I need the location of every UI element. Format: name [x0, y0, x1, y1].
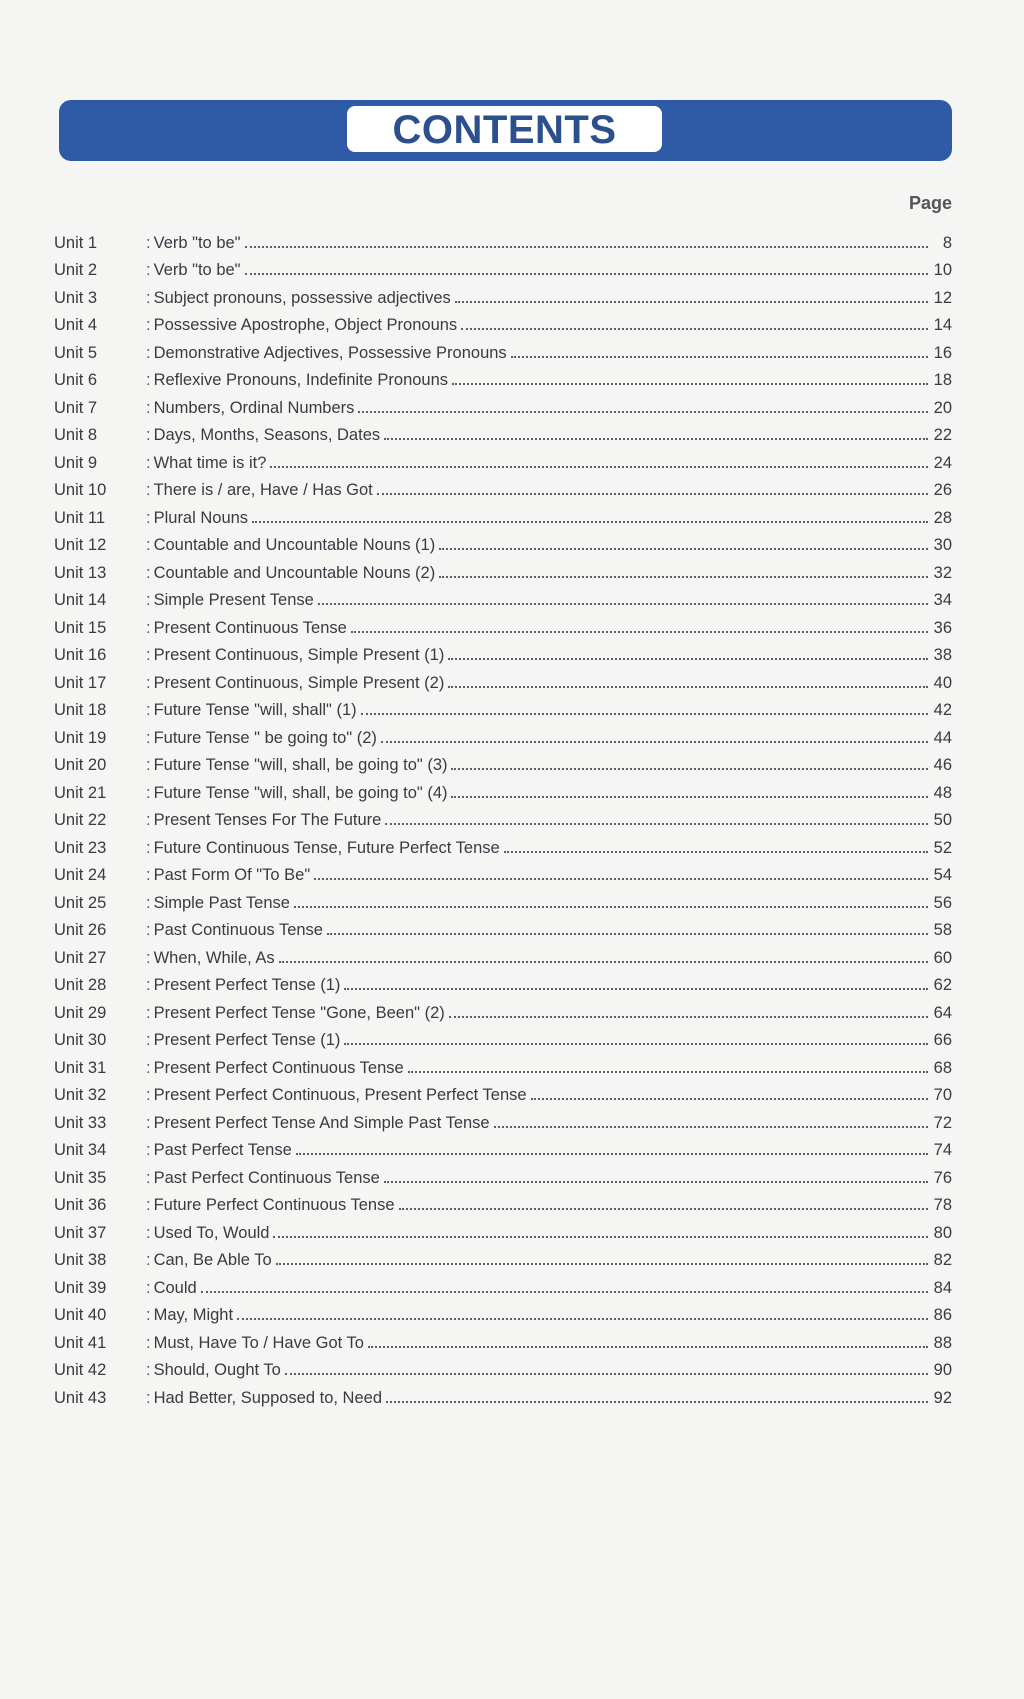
unit-title: : Present Continuous, Simple Present (2) [146, 674, 444, 693]
dot-leader [384, 1181, 928, 1183]
unit-number: Unit 16 [54, 646, 107, 664]
dot-leader [386, 1401, 928, 1403]
unit-number: Unit 21 [54, 783, 107, 802]
dot-leader [273, 1236, 928, 1238]
unit-number: Unit 33 [54, 1113, 107, 1132]
toc-entry [54, 1270, 952, 1298]
toc-entry [54, 418, 952, 446]
toc-entry [54, 1133, 952, 1161]
unit-number: Unit 34 [54, 1141, 107, 1159]
unit-number: Unit 24 [54, 866, 107, 884]
page-number: 64 [933, 1003, 952, 1022]
dot-leader [276, 1263, 928, 1265]
dot-leader [201, 1291, 928, 1293]
unit-number: Unit 40 [54, 1306, 107, 1324]
toc-entry [54, 693, 952, 721]
dot-leader [245, 246, 928, 248]
toc-entry [54, 1298, 952, 1326]
unit-title: : Future Tense "will, shall, be going to" (4) [146, 784, 447, 803]
unit-number: Unit 5 [54, 343, 98, 362]
unit-number: Unit 3 [54, 288, 98, 307]
page-number: 50 [933, 811, 952, 829]
toc-entry [54, 1353, 952, 1381]
dot-leader [385, 823, 928, 825]
unit-title: : Past Perfect Tense [146, 1141, 292, 1160]
page-number: 60 [933, 948, 952, 967]
toc-entry [54, 280, 952, 308]
toc-entry [54, 555, 952, 583]
unit-number: Unit 9 [54, 453, 98, 472]
unit-number: Unit 19 [54, 728, 107, 747]
toc-entry [54, 1023, 952, 1051]
toc-entry [54, 1050, 952, 1078]
unit-title: : Future Tense " be going to" (2) [146, 729, 377, 748]
unit-number: Unit 39 [54, 1278, 107, 1297]
toc-entry [54, 1105, 952, 1133]
dot-leader [285, 1373, 928, 1375]
page-number: 28 [933, 508, 952, 527]
unit-number: Unit 26 [54, 921, 107, 939]
toc-entry [54, 1380, 952, 1408]
toc-entry [54, 940, 952, 968]
page-number: 54 [933, 866, 952, 884]
unit-title: : Simple Past Tense [146, 894, 290, 913]
toc-entry [54, 1325, 952, 1353]
page-number: 36 [933, 618, 952, 637]
unit-number: Unit 17 [54, 673, 107, 692]
page-number: 18 [933, 371, 952, 389]
dot-leader [270, 466, 928, 468]
toc-entry [54, 253, 952, 281]
toc-entry [54, 335, 952, 363]
unit-number: Unit 27 [54, 948, 107, 967]
dot-leader [494, 1126, 928, 1128]
unit-number: Unit 11 [54, 508, 106, 527]
unit-title: : Countable and Uncountable Nouns (2) [146, 564, 435, 583]
unit-title: : Subject pronouns, possessive adjectives [146, 289, 451, 308]
page-number: 34 [933, 591, 952, 609]
unit-title: : Should, Ought To [146, 1361, 281, 1380]
page-number: 42 [933, 701, 952, 719]
unit-number: Unit 2 [54, 261, 98, 279]
dot-leader [296, 1153, 928, 1155]
page-number: 80 [933, 1223, 952, 1242]
unit-number: Unit 6 [54, 371, 98, 389]
unit-number: Unit 35 [54, 1168, 107, 1187]
unit-number: Unit 29 [54, 1003, 107, 1022]
page-number: 68 [933, 1058, 952, 1077]
unit-title: : Present Perfect Tense (1) [146, 1031, 340, 1050]
dot-leader [252, 521, 928, 523]
unit-title: : Countable and Uncountable Nouns (1) [146, 536, 435, 555]
unit-title: : Present Perfect Tense And Simple Past Tense [146, 1114, 490, 1133]
dot-leader [452, 383, 928, 385]
unit-title: : Days, Months, Seasons, Dates [146, 426, 380, 445]
page-number: 24 [933, 453, 952, 472]
unit-title: : Past Continuous Tense [146, 921, 323, 940]
dot-leader [377, 493, 928, 495]
unit-number: Unit 28 [54, 976, 107, 994]
dot-leader [408, 1071, 928, 1073]
dot-leader [381, 741, 928, 743]
dot-leader [448, 658, 928, 660]
toc-entry [54, 1215, 952, 1243]
unit-number: Unit 41 [54, 1333, 107, 1352]
toc-entry [54, 445, 952, 473]
unit-title: : Plural Nouns [146, 509, 248, 528]
dot-leader [368, 1346, 928, 1348]
dot-leader [448, 686, 928, 688]
unit-number: Unit 31 [54, 1058, 107, 1077]
toc-entry [54, 858, 952, 886]
dot-leader [461, 328, 928, 330]
unit-number: Unit 22 [54, 811, 107, 829]
page-column-header: Page [908, 193, 952, 213]
page-number: 38 [933, 646, 952, 664]
page-number: 46 [933, 756, 952, 774]
toc-entry [54, 803, 952, 831]
unit-title: : Must, Have To / Have Got To [146, 1334, 364, 1353]
toc-entry [54, 775, 952, 803]
unit-number: Unit 30 [54, 1031, 107, 1049]
unit-title: : Demonstrative Adjectives, Possessive Pronouns [146, 344, 507, 363]
page-number: 8 [942, 233, 952, 252]
toc-entry [54, 473, 952, 501]
dot-leader [455, 301, 928, 303]
unit-number: Unit 20 [54, 756, 107, 774]
page-number: 56 [933, 893, 952, 912]
unit-title: : Present Perfect Tense "Gone, Been" (2) [146, 1004, 445, 1023]
page-number: 20 [933, 398, 952, 417]
unit-title: : Present Perfect Continuous Tense [146, 1059, 404, 1078]
dot-leader [344, 1043, 928, 1045]
dot-leader [344, 988, 928, 990]
dot-leader [439, 576, 928, 578]
toc-entry [54, 638, 952, 666]
unit-number: Unit 38 [54, 1251, 107, 1269]
page-number: 30 [933, 536, 952, 554]
unit-number: Unit 15 [54, 618, 107, 637]
unit-title: : Had Better, Supposed to, Need [146, 1389, 382, 1408]
dot-leader [449, 1016, 928, 1018]
toc-entry [54, 583, 952, 611]
unit-number: Unit 32 [54, 1086, 107, 1104]
unit-number: Unit 10 [54, 481, 107, 499]
unit-title: : Used To, Would [146, 1224, 269, 1243]
unit-title: : Future Tense "will, shall, be going to" (3) [146, 756, 447, 775]
page-number: 90 [933, 1361, 952, 1379]
unit-number: Unit 1 [54, 233, 98, 252]
unit-title: : Future Perfect Continuous Tense [146, 1196, 395, 1215]
page-title: CONTENTS [347, 106, 662, 152]
unit-number: Unit 7 [54, 398, 98, 417]
page-number: 88 [933, 1333, 952, 1352]
unit-number: Unit 13 [54, 563, 107, 582]
toc-entry [54, 830, 952, 858]
page-number: 66 [933, 1031, 952, 1049]
dot-leader [451, 768, 928, 770]
dot-leader [511, 356, 928, 358]
unit-title: : Could [146, 1279, 197, 1298]
unit-title: : Present Perfect Tense (1) [146, 976, 340, 995]
toc-entry [54, 968, 952, 996]
unit-title: : Possessive Apostrophe, Object Pronouns [146, 316, 457, 335]
unit-number: Unit 23 [54, 838, 107, 857]
unit-title: : Past Form Of "To Be" [146, 866, 310, 885]
unit-title: : Can, Be Able To [146, 1251, 272, 1270]
page-number: 12 [933, 288, 952, 307]
toc-entry [54, 363, 952, 391]
toc-entry [54, 1188, 952, 1216]
page-number: 78 [933, 1196, 952, 1214]
unit-title: : Verb "to be" [146, 261, 241, 280]
page-number: 14 [933, 316, 952, 334]
unit-title: : May, Might [146, 1306, 233, 1325]
dot-leader [294, 906, 928, 908]
dot-leader [361, 713, 928, 715]
unit-title: : Simple Present Tense [146, 591, 314, 610]
dot-leader [351, 631, 928, 633]
unit-title: : Present Continuous Tense [146, 619, 347, 638]
toc-entry [54, 885, 952, 913]
page-number: 52 [933, 838, 952, 857]
dot-leader [318, 603, 928, 605]
page-number: 44 [933, 728, 952, 747]
unit-number: Unit 43 [54, 1388, 107, 1407]
unit-title: : There is / are, Have / Has Got [146, 481, 373, 500]
toc-entry [54, 390, 952, 418]
page-number: 76 [933, 1168, 952, 1187]
unit-title: : Future Continuous Tense, Future Perfect Tense [146, 839, 500, 858]
page-number: 40 [933, 673, 952, 692]
dot-leader [504, 851, 928, 853]
page-number: 10 [933, 261, 952, 279]
unit-number: Unit 36 [54, 1196, 107, 1214]
unit-title: : Numbers, Ordinal Numbers [146, 399, 354, 418]
unit-number: Unit 12 [54, 536, 107, 554]
unit-number: Unit 25 [54, 893, 107, 912]
page-number: 72 [933, 1113, 952, 1132]
dot-leader [451, 796, 928, 798]
unit-title: : Present Perfect Continuous, Present Perfect Tense [146, 1086, 527, 1105]
unit-title: : Verb "to be" [146, 234, 241, 253]
toc-entry [54, 665, 952, 693]
dot-leader [358, 411, 928, 413]
page-number: 62 [933, 976, 952, 994]
page-number: 84 [933, 1278, 952, 1297]
page-number: 92 [933, 1388, 952, 1407]
unit-number: Unit 4 [54, 316, 98, 334]
unit-title: : What time is it? [146, 454, 266, 473]
unit-number: Unit 14 [54, 591, 107, 609]
page-number: 58 [933, 921, 952, 939]
unit-title: : Future Tense "will, shall" (1) [146, 701, 357, 720]
page-number: 86 [933, 1306, 952, 1324]
page-number: 82 [933, 1251, 952, 1269]
page-number: 32 [933, 563, 952, 582]
unit-number: Unit 8 [54, 426, 98, 444]
dot-leader [531, 1098, 928, 1100]
dot-leader [399, 1208, 928, 1210]
toc-entry [54, 720, 952, 748]
toc-entry [54, 1243, 952, 1271]
dot-leader [327, 933, 928, 935]
toc-entry [54, 913, 952, 941]
unit-number: Unit 37 [54, 1223, 107, 1242]
toc-entry [54, 1160, 952, 1188]
dot-leader [384, 438, 928, 440]
unit-title: : When, While, As [146, 949, 275, 968]
toc-entry [54, 500, 952, 528]
page-number: 26 [933, 481, 952, 499]
unit-number: Unit 18 [54, 701, 107, 719]
unit-title: : Reflexive Pronouns, Indefinite Pronouns [146, 371, 448, 390]
page-number: 22 [933, 426, 952, 444]
toc-entry [54, 610, 952, 638]
toc-entry [54, 528, 952, 556]
dot-leader [237, 1318, 928, 1320]
dot-leader [439, 548, 928, 550]
unit-title: : Past Perfect Continuous Tense [146, 1169, 380, 1188]
unit-title: : Present Continuous, Simple Present (1) [146, 646, 444, 665]
dot-leader [279, 961, 928, 963]
toc-entry [54, 748, 952, 776]
page-number: 48 [933, 783, 952, 802]
toc-entry [54, 1078, 952, 1106]
table-of-contents [54, 225, 952, 1408]
page-number: 16 [933, 343, 952, 362]
unit-number: Unit 42 [54, 1361, 107, 1379]
toc-entry [54, 995, 952, 1023]
page-number: 74 [933, 1141, 952, 1159]
unit-title: : Present Tenses For The Future [146, 811, 381, 830]
dot-leader [314, 878, 928, 880]
toc-entry [54, 308, 952, 336]
toc-entry [54, 225, 952, 253]
page-number: 70 [933, 1086, 952, 1104]
dot-leader [245, 273, 928, 275]
